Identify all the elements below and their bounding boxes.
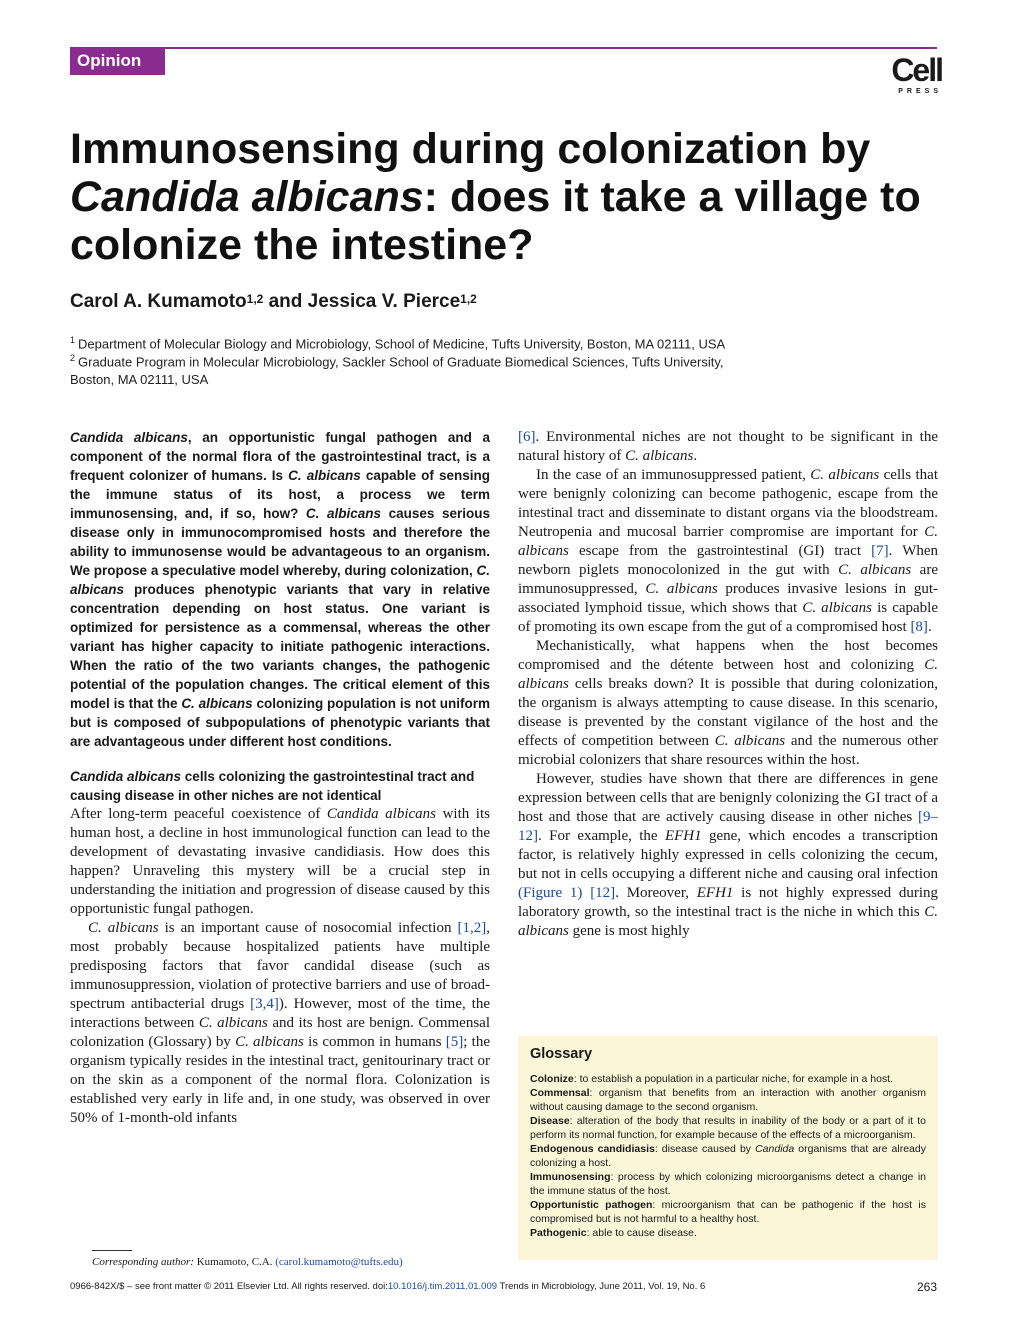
cell-press-logo: [872, 54, 942, 98]
copyright-line: 0966-842X/$ – see front matter © 2011 Elsevier Ltd. All rights reserved. doi:10.1016/j.tim.2011.01.009 Trends in Microbiology, June 2011, Vol. 19, No. 6: [70, 1281, 706, 1292]
author-2[interactable]: Jessica V. Pierce: [307, 291, 461, 312]
citation-link[interactable]: [1,2]: [457, 920, 487, 936]
body-paragraph: Mechanistically, what happens when the host becomes compromised and the détente between host and colonizing C. albicans cells breaks down? It is possible that during colonization, the organism is always attempting to cause disease. In this scenario, disease is prevented by the constant vigilance of the host and the effects of competition between C. albicans and the numerous other microbial colonizers that share resources within the host.: [518, 638, 938, 768]
affiliation-1: $^1$ Department of Molecular Biology and Microbiology, School of Medicine, Tufts University, Boston, MA 02111, USA: [70, 335, 726, 352]
citation-link[interactable]: [5]: [445, 1034, 464, 1050]
body-paragraph: After long-term peaceful coexistence of Candida albicans with its human host, a decline in host immunological function can lead to the development of devastating invasive candidiasis. How does this happen? Unraveling this mystery will be a crucial step in understanding the initiation and progression of disease caused by this opportunistic fungal pathogen.: [70, 806, 490, 917]
glossary-item: Opportunistic pathogen: microorganism that can be pathogenic if the host is compromised but is not harmful to a healthy host.: [530, 1199, 926, 1225]
section-heading: Candida albicans cells colonizing the gastrointestinal tract and causing disease in other niches are not identical: [70, 769, 475, 803]
left-column: [70, 428, 490, 1128]
glossary-item: Pathogenic: able to cause disease.: [530, 1227, 697, 1239]
glossary-title: Glossary: [530, 1046, 593, 1062]
email-link[interactable]: (carol.kumamoto@tufts.edu): [275, 1256, 403, 1268]
citation-link[interactable]: [7]: [871, 543, 889, 559]
citation-link[interactable]: [9–12]: [518, 809, 938, 844]
author-list: Carol A. Kumamoto$^{1,2}$ and Jessica V. Pierce$^{1,2}$: [70, 291, 477, 312]
abstract: Candida albicans, an opportunistic fungal pathogen and a component of the normal flora of the gastrointestinal tract, is a frequent colonizer of humans. Is C. albicans capable of sensing the immune status of its host, a process we term immunosensing, and, if so, how? C. albicans causes serious disease only in immunocompromised hosts and therefore the ability to immunosense would be advantageous to an organism. We propose a speculative model whereby, during colonization, C. albicans produces phenotypic variants that vary in relative concentration depending on host status. One variant is optimized for persistence as a commensal, whereas the other variant has higher capacity to initiate pathogenic interactions. When the ratio of the two variants changes, the pathogenic potential of the population changes. The critical element of this model is that the C. albicans colonizing population is not uniform but is composed of subpopulations of phenotypic variants that are advantageous under different host conditions.: [70, 430, 491, 749]
logo-press: PRESS: [898, 88, 942, 95]
header-rule: [70, 47, 937, 49]
citation-link[interactable]: [8]: [910, 619, 928, 635]
corresponding-author-note: Corresponding author: Kumamoto, C.A. (carol.kumamoto@tufts.edu): [92, 1256, 403, 1268]
affiliation-2: $^2$ Graduate Program in Molecular Microbiology, Sackler School of Graduate Biomedical Sciences, Tufts University, Boston, MA 02111, USA: [70, 353, 724, 388]
page-number: 263: [916, 1280, 937, 1294]
body-paragraph: However, studies have shown that there are differences in gene expression between cells that are benignly colonizing the GI tract of a host and those that are actively causing disease in other niches [9–12]. For example, the EFH1 gene, which encodes a transcription factor, is relatively highly expressed in cells colonizing the cecum, but not in cells occupying a different niche and causing oral infection (Figure 1) [12]. Moreover, EFH1 is not highly expressed during laboratory growth, so the intestinal tract is the niche in which this C. albicans gene is most highly: [518, 771, 939, 939]
figure-link[interactable]: (Figure 1): [518, 885, 583, 901]
footnote-rule: [92, 1250, 132, 1251]
glossary-item: Disease: alteration of the body that results in inability of the body or a part of it to perform its normal function, for example because of the effects of a microorganism.: [530, 1115, 926, 1141]
body-paragraph: [6]. Environmental niches are not thought to be significant in the natural history of C. albicans.: [518, 429, 938, 464]
right-column: [518, 428, 938, 941]
citation-link[interactable]: [6]: [518, 429, 536, 445]
glossary-item: Endogenous candidiasis: disease caused by Candida organisms that are already colonizing a host.: [530, 1143, 926, 1169]
article-title: Immunosensing during colonization by Candida albicans: does it take a village to colonize the intestine?: [70, 125, 921, 269]
doi-link[interactable]: 10.1016/j.tim.2011.01.009: [387, 1281, 498, 1292]
body-paragraph: C. albicans is an important cause of nosocomial infection [1,2], most probably because hospitalized patients have multiple predisposing factors that favor candidal disease (such as immunosuppression, violation of protective barriers and use of broad-spectrum antibacterial drugs [3,4]). However, most of the time, the interactions between C. albicans and its host are benign. Commensal colonization (Glossary) by C. albicans is common in humans [5]; the organism typically resides in the intestinal tract, genitourinary tract or on the skin as a component of the normal flora. Colonization is established very early in life and, in one study, was observed in over 50% of 1-month-old infants: [70, 920, 490, 1126]
citation-link[interactable]: [12]: [590, 885, 616, 901]
glossary-item: Colonize: to establish a population in a particular niche, for example in a host.: [530, 1073, 894, 1085]
citation-link[interactable]: [3,4]: [250, 996, 279, 1012]
section-tag: Opinion: [70, 47, 165, 75]
glossary-item: Immunosensing: process by which colonizing microorganisms detect a change in the immune status of the host.: [530, 1171, 926, 1197]
logo-brand: Cell: [891, 52, 942, 88]
glossary-item: Commensal: organism that benefits from an interaction with another organism without causing damage to the second organism.: [530, 1087, 926, 1113]
body-paragraph: In the case of an immunosuppressed patient, C. albicans cells that were benignly colonizing can become pathogenic, escape from the intestinal tract and disseminate to distant organs via the bloodstream. Neutropenia and mucosal barrier compromise are important for C. albicans escape from the gastrointestinal (GI) tract [7]. When newborn piglets monocolonized in the gut with C. albicans are immunosuppressed, C. albicans produces invasive lesions in gut-associated lymphoid tissue, which shows that C. albicans is capable of promoting its own escape from the gut of a compromised host [8].: [518, 467, 939, 635]
author-1[interactable]: Carol A. Kumamoto: [70, 291, 247, 312]
glossary-box: [518, 1036, 938, 1260]
